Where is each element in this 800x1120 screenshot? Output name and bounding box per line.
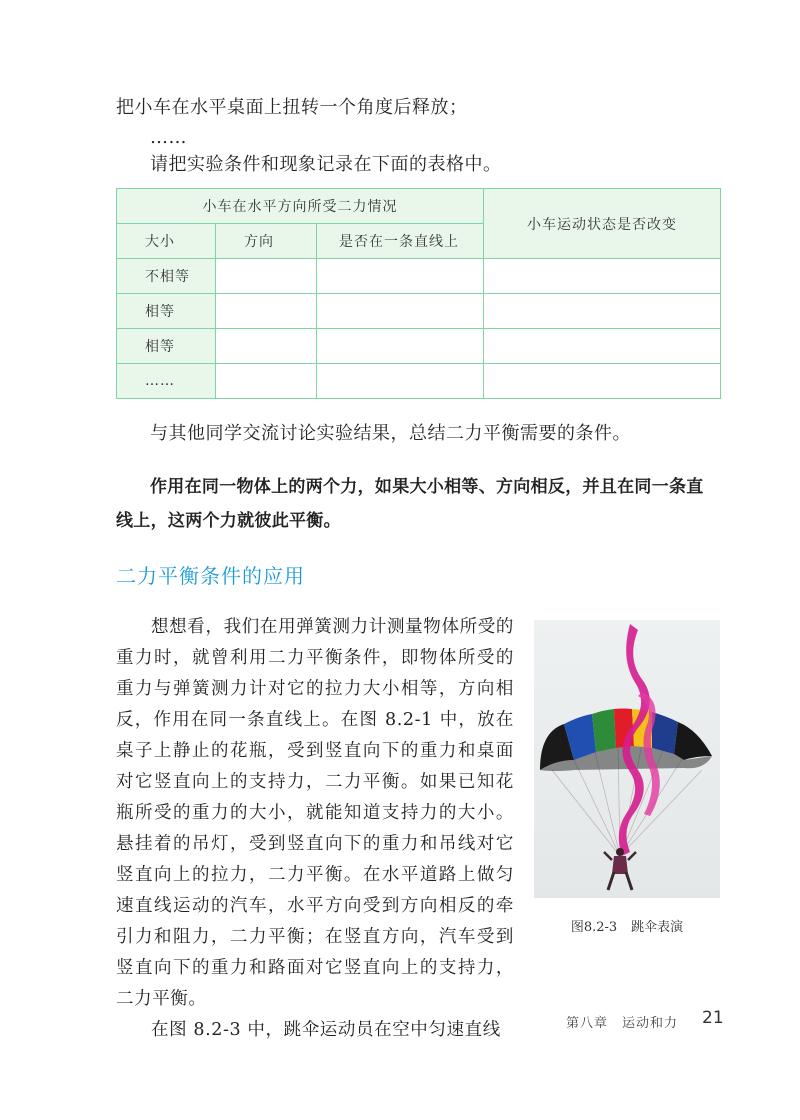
text-ellipsis: …… bbox=[150, 127, 187, 148]
body-text bbox=[116, 612, 514, 1046]
text-line-1: 把小车在水平桌面上扭转一个角度后释放； bbox=[116, 97, 468, 118]
figure-caption-text: 跳伞表演 bbox=[631, 920, 684, 935]
table-row-label: 相等 bbox=[117, 294, 216, 329]
table-cell bbox=[317, 259, 484, 294]
table-row-label: …… bbox=[117, 364, 216, 399]
table-cell bbox=[216, 259, 317, 294]
table-cell bbox=[484, 364, 721, 399]
table-row bbox=[117, 294, 721, 329]
conclusion-line-1: 作用在同一物体上的两个力，如果大小相等、方向相反，并且在同一条直 bbox=[150, 477, 704, 497]
text-instruction: 请把实验条件和现象记录在下面的表格中。 bbox=[150, 154, 502, 175]
table-row-label: 相等 bbox=[117, 329, 216, 364]
text-summary-instruction: 与其他同学交流讨论实验结果，总结二力平衡需要的条件。 bbox=[150, 423, 631, 444]
conclusion-line-2: 线上，这两个力就彼此平衡。 bbox=[116, 511, 341, 531]
parachute-photo bbox=[534, 620, 720, 898]
experiment-table bbox=[116, 188, 721, 399]
table-row bbox=[117, 329, 721, 364]
table-cell bbox=[317, 329, 484, 364]
table-cell bbox=[484, 329, 721, 364]
table-col-size: 大小 bbox=[117, 224, 216, 259]
figure-caption bbox=[534, 916, 720, 935]
section-title: 二力平衡条件的应用 bbox=[116, 564, 305, 588]
table-row-label: 不相等 bbox=[117, 259, 216, 294]
table-cell bbox=[216, 294, 317, 329]
table-col-direction: 方向 bbox=[216, 224, 317, 259]
table-header-state: 小车运动状态是否改变 bbox=[484, 189, 721, 259]
table-cell bbox=[216, 364, 317, 399]
table-col-line: 是否在一条直线上 bbox=[317, 224, 484, 259]
table-cell bbox=[216, 329, 317, 364]
parachute-illustration bbox=[534, 620, 720, 898]
body-paragraph-1: 想想看，我们在用弹簧测力计测量物体所受的重力时，就曾利用二力平衡条件，即物体所受的重力与弹簧测力计对它的拉力大小相等，方向相反，作用在同一条直线上。在图 8.2-1 中，放在桌子上静止的花瓶，受到竖直向下的重力和桌面对它竖直向上的支持力，二力平衡。如果已知花瓶所受的重力的大小，就能知道支持力的大小。悬挂着的吊灯，受到竖直向下的重力和吊线对它竖直向上的拉力，二力平衡。在水平道路上做匀速直线运动的汽车，水平方向受到方向相反的牵引力和阻力，二力平衡；在竖直方向，汽车受到竖直向下的重力和路面对它竖直向上的支持力，二力平衡。 bbox=[116, 617, 514, 1009]
table-cell bbox=[484, 259, 721, 294]
table-row bbox=[117, 364, 721, 399]
table-header-group: 小车在水平方向所受二力情况 bbox=[117, 189, 484, 224]
table-cell bbox=[317, 294, 484, 329]
table-cell bbox=[317, 364, 484, 399]
figure-number: 图8.2-3 bbox=[570, 920, 618, 935]
body-paragraph-2: 在图 8.2-3 中，跳伞运动员在空中匀速直线 bbox=[151, 1020, 501, 1040]
footer-chapter: 第八章 运动和力 bbox=[566, 1016, 679, 1031]
table-row bbox=[117, 259, 721, 294]
table-cell bbox=[484, 294, 721, 329]
page-number: 21 bbox=[702, 1008, 724, 1028]
